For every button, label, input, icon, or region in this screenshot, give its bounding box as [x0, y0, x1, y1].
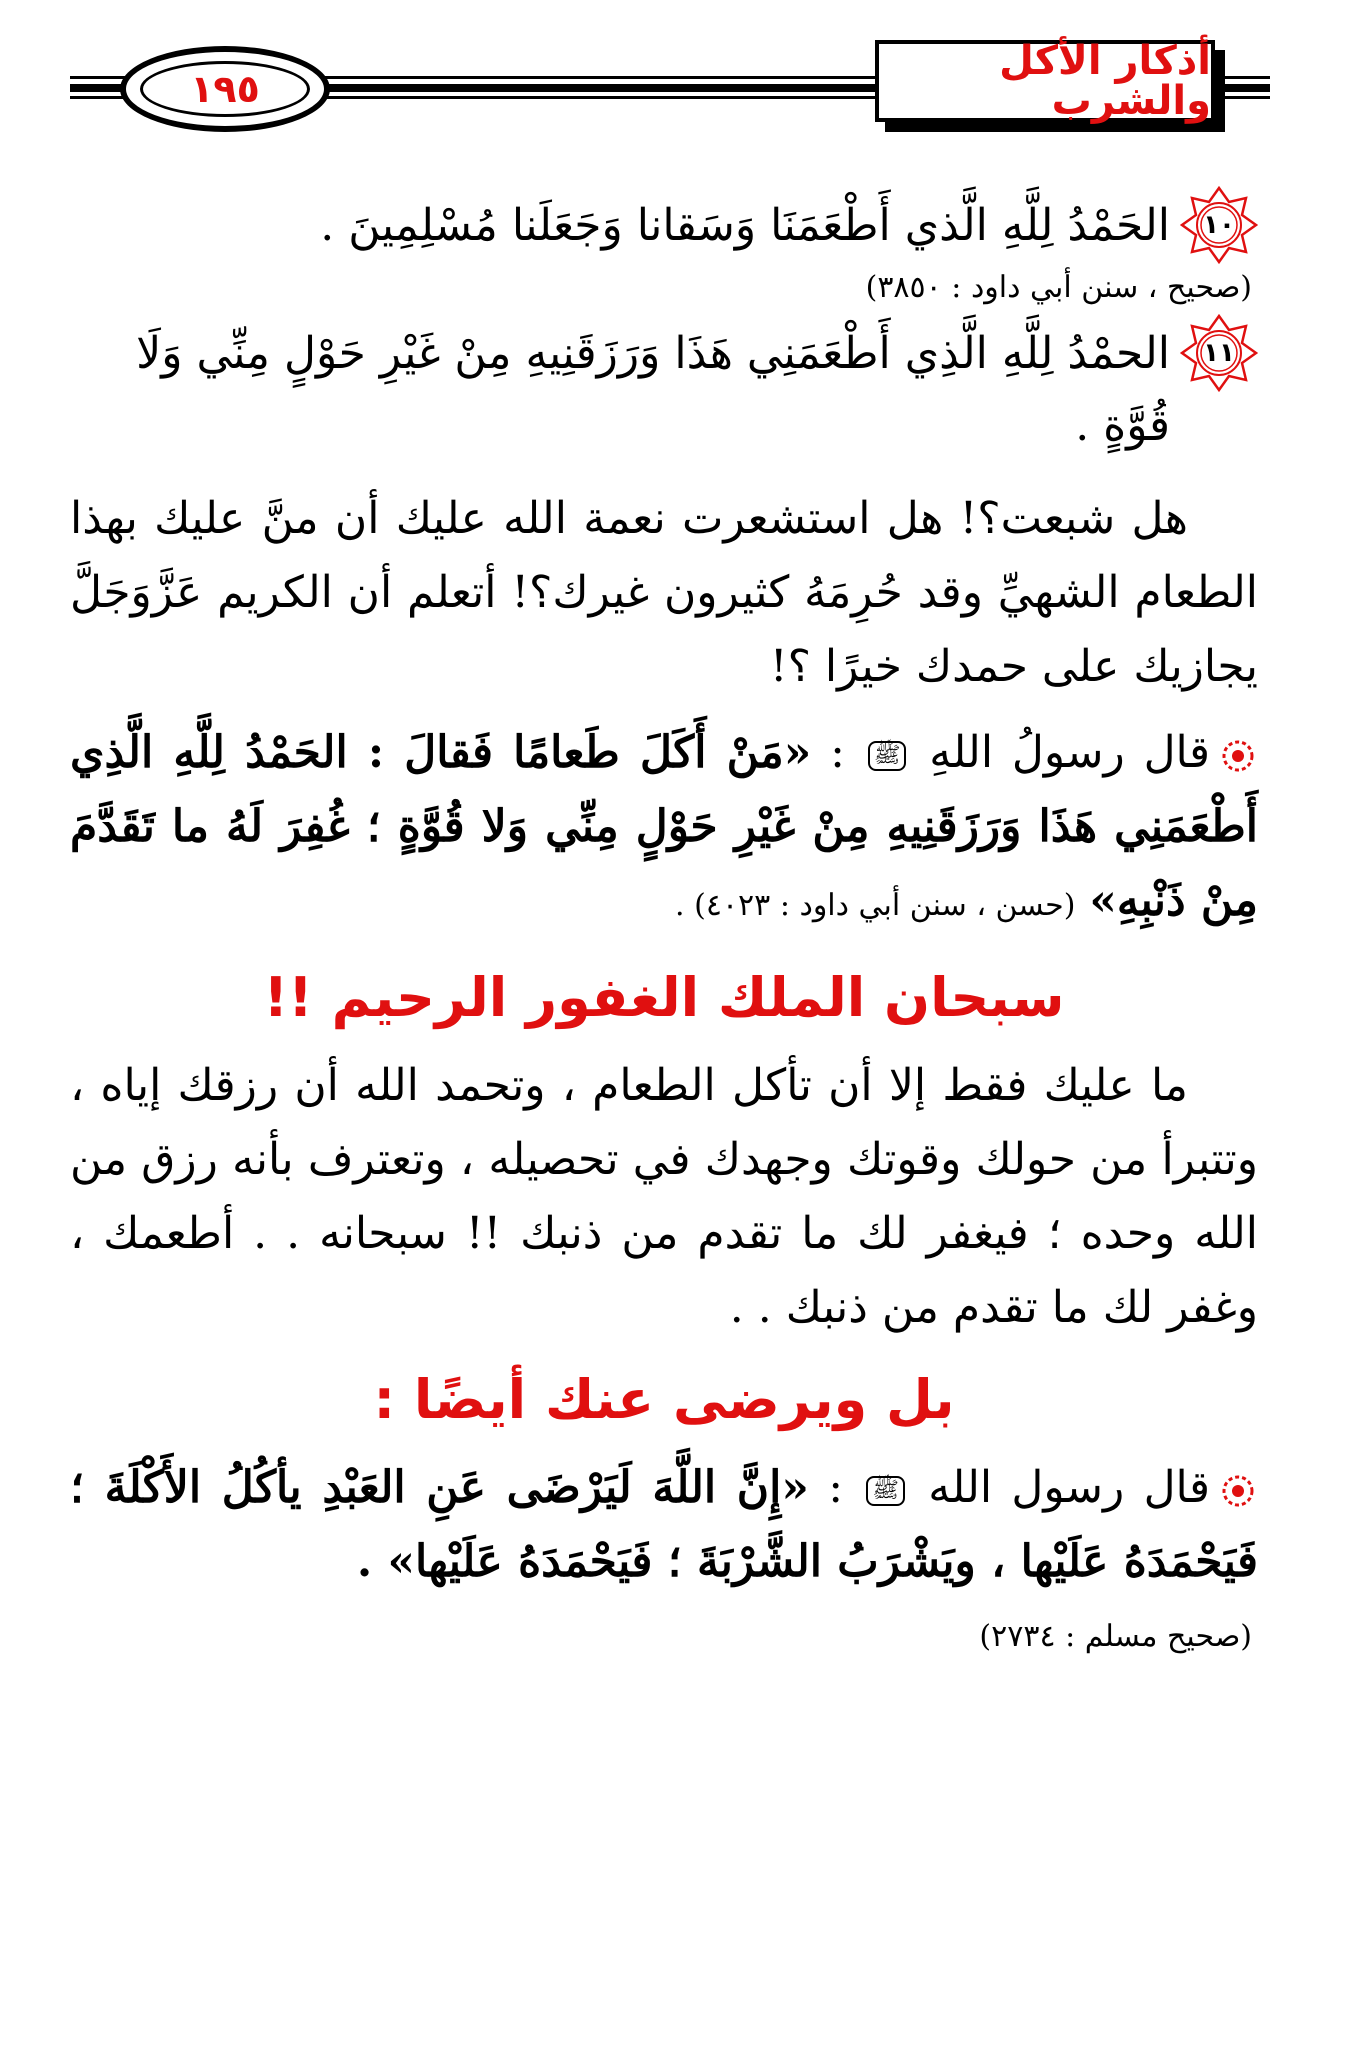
section-heading: سبحان الملك الغفور الرحيم !!: [263, 966, 1065, 1029]
wreath-flower-icon: [1218, 1471, 1258, 1511]
wreath-flower-icon: [1218, 736, 1258, 776]
hadith-separator: :: [830, 727, 845, 778]
page-header: [70, 40, 1270, 140]
dua-item-11: [70, 318, 1258, 462]
section-heading: بل ويرضى عنك أيضًا :: [373, 1368, 955, 1431]
paragraph: هل شبعت؟! هل استشعرت نعمة الله عليك أن منَّ عليك بهذا الطعام الشهيِّ وقد حُرِمَهُ كثيرون غيرك؟! أتعلم أن الكريم عَزَّوَجَلَّ يجازيك على حمدك خيرًا ؟!: [70, 493, 1258, 692]
salawat-icon: ﷺ: [868, 741, 907, 771]
hadith-source: (صحيح مسلم : ٢٧٣٤): [979, 1619, 1252, 1654]
octagram-badge-icon: [1180, 186, 1258, 264]
salawat-icon: ﷺ: [866, 1476, 905, 1506]
octagram-badge-icon: [1180, 314, 1258, 392]
hadith-block: [70, 716, 1258, 943]
paragraph: ما عليك فقط إلا أن تأكل الطعام ، وتحمد الله أن رزقك إياه ، وتتبرأ من حولك وقوتك وجهدك في تحصيله ، وتعترف بأنه رزق من الله وحده ؛ فيغفر لك ما تقدم من ذنبك !! سبحانه . . أطعمك ، وغفر لك ما تقدم من ذنبك . .: [70, 1060, 1258, 1333]
hadith-intro: قال رسول الله: [928, 1462, 1210, 1513]
chapter-title-box: [875, 40, 1215, 122]
page-number: ١٩٥: [190, 67, 260, 111]
hadith-quote: «إِنَّ اللَّهَ لَيَرْضَى عَنِ العَبْدِ يأكُلُ الأَكْلَةَ ؛ فَيَحْمَدَهُ عَلَيْها ، ويَشْرَبُ الشَّرْبَةَ ؛ فَيَحْمَدَهُ عَلَيْها» .: [70, 1462, 1258, 1587]
dua-number: ١١: [1203, 338, 1235, 368]
dua-text: الحمْدُ لِلَّهِ الَّذِي أَطْعَمَنِي هَذَا وَرَزَقَنِيهِ مِنْ غَيْرِ حَوْلٍ مِنِّي وَلَا قُوَّةٍ .: [136, 328, 1170, 451]
hadith-intro: قال رسولُ اللهِ: [929, 727, 1210, 778]
page-number-oval: [120, 46, 330, 132]
dua-text: الحَمْدُ لِلَّهِ الَّذي أَطْعَمَنَا وَسَقانا وَجَعَلَنا مُسْلِمِينَ .: [320, 200, 1170, 251]
dua-item-10: [70, 190, 1258, 264]
page-content: [70, 190, 1258, 1667]
chapter-title: أذكار الأكل والشرب: [999, 38, 1211, 124]
dua-number: ١٠: [1203, 210, 1235, 240]
hadith-separator: :: [828, 1462, 844, 1513]
hadith-source: (حسن ، سنن أبي داود : ٤٠٢٣) .: [675, 888, 1076, 923]
dua-source: (صحيح ، سنن أبي داود : ٣٨٥٠): [865, 270, 1252, 305]
hadith-block: [70, 1451, 1258, 1599]
hadith-quote: «مَنْ أَكَلَ طَعامًا فَقالَ : الحَمْدُ لِلَّهِ الَّذِي أَطْعَمَنِي هَذَا وَرَزَقَنِيهِ مِنْ غَيْرِ حَوْلٍ مِنِّي وَلا قُوَّةٍ ؛ غُفِرَ لَهُ ما تَقَدَّمَ مِنْ ذَنْبِهِ»: [70, 727, 1258, 926]
